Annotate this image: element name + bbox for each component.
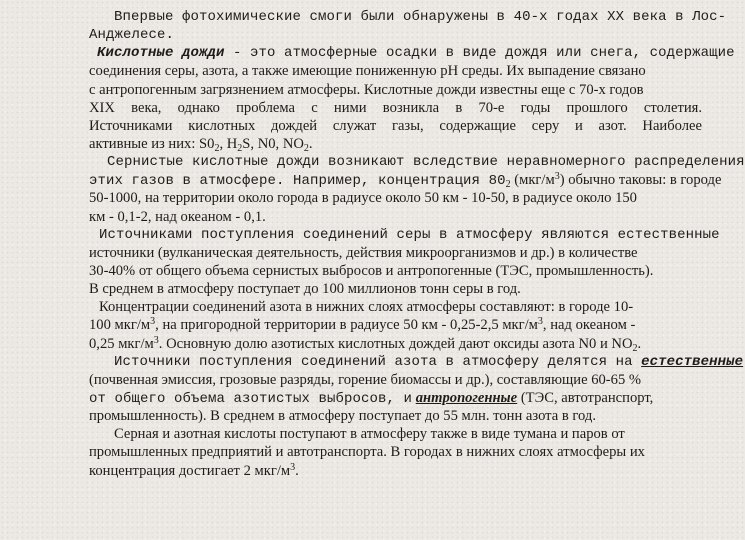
text-line — [89, 298, 702, 316]
text-span: . — [308, 135, 313, 152]
text-span: Источниками поступления соединений серы в атмосферу являются естественные — [99, 226, 720, 243]
text-span: промышленных предприятий и автотранспорта. В городах в нижних слоях атмосферы их — [89, 444, 645, 461]
superscript: 3 — [537, 316, 543, 328]
text-span: этих газов в атмосфере. Например, концентрация 80 — [89, 173, 506, 190]
text-line — [89, 407, 702, 425]
text-line — [89, 462, 702, 480]
text-span: с антропогенным загрязнением атмосферы. Кислотные дожди известны еще с 70-х годов — [89, 81, 644, 98]
term-anthropogenic: антропогенные — [415, 389, 518, 406]
text-span: (мкг/м — [510, 172, 555, 189]
text-span: Анджелесе. — [89, 27, 175, 44]
text-line — [89, 425, 702, 443]
text-line — [89, 44, 735, 62]
text-span: Сернистые кислотные дожди возникают вследствие неравномерного распределения — [107, 154, 745, 171]
superscript: 3 — [153, 334, 159, 346]
subscript: 2 — [303, 142, 309, 154]
text-line — [89, 443, 702, 461]
superscript: 3 — [554, 171, 560, 183]
text-span: . Основную долю азотистых кислотных дождей дают оксиды азота N0 и NO — [158, 335, 633, 352]
text-span: концентрация достигает 2 мкг/м — [89, 462, 291, 479]
text-line — [89, 262, 702, 280]
text-span: XIX века, однако проблема с ними возникла в 70-е годы прошлого столетия. — [89, 99, 702, 116]
text-span: В среднем в атмосферу поступает до 100 миллионов тонн серы в год. — [89, 281, 521, 298]
text-span: , H — [219, 135, 238, 152]
subscript: 2 — [214, 142, 220, 154]
text-line — [89, 171, 722, 191]
text-span: промышленность). В среднем в атмосферу поступает до 55 млн. тонн азота в год. — [89, 408, 596, 425]
text-line — [89, 244, 702, 262]
text-span: Серная и азотная кислоты поступают в атмосферу также в виде тумана и паров от — [114, 426, 625, 443]
text-line — [89, 62, 702, 80]
text-span: S, N0, NO — [242, 135, 304, 152]
text-span: - это атмосферные осадки в виде дождя или снега, содержащие — [224, 45, 735, 62]
subscript: 2 — [632, 342, 638, 354]
text-line — [89, 8, 727, 26]
term-acid-rain: Кислотные дожди — [97, 45, 225, 62]
text-span: Источниками кислотных дождей служат газы, содержащие серу и азот. Наиболее — [89, 117, 702, 134]
text-span: активные из них: S0 — [89, 135, 215, 152]
text-span: (почвенная эмиссия, грозовые разряды, горение биомассы и др.), составляющие 60-65 % — [89, 371, 642, 388]
superscript: 3 — [290, 461, 296, 473]
text-line — [89, 153, 745, 171]
text-span: (ТЭС, автотранспорт, — [520, 389, 654, 406]
text-span: Источники поступления соединений азота в атмосферу делятся на — [114, 353, 633, 370]
subscript: 2 — [237, 142, 243, 154]
text-line — [89, 135, 702, 153]
text-span: от общего объема азотистых выбросов, и — [89, 390, 413, 407]
text-span: 100 мкг/м — [89, 317, 151, 334]
text-span: соединения серы, азота, а также имеющие пониженную рН среды. Их выпадение связано — [89, 63, 646, 80]
text-span: , над океаном - — [542, 317, 636, 334]
text-line — [89, 389, 702, 407]
text-span: Впервые фотохимические смоги были обнаружены в 40-х годах XX века в Лос- — [114, 9, 727, 25]
text-span: Концентрации соединений азота в нижних слоях атмосферы составляют: в городе 10- — [99, 299, 634, 316]
text-span: ) обычно таковы: в городе — [559, 172, 722, 189]
text-span: . — [295, 462, 299, 479]
text-line — [89, 208, 702, 226]
text-span: км - 0,1-2, над океаном - 0,1. — [89, 208, 266, 225]
text-line — [89, 81, 702, 99]
text-span: 50-1000, на территории около города в радиусе около 50 км - 10-50, в радиусе около 150 — [89, 190, 637, 207]
text-line — [89, 117, 702, 135]
term-natural: естественные — [641, 353, 744, 370]
text-line — [89, 26, 702, 44]
text-span: 0,25 мкг/м — [89, 335, 154, 352]
text-line — [89, 280, 702, 298]
text-line — [89, 99, 702, 117]
text-line — [89, 353, 744, 371]
superscript: 3 — [150, 316, 156, 328]
text-span: 30-40% от общего объема сернистых выбросов и антропогенные (ТЭС, промышленность). — [89, 262, 654, 279]
text-line — [89, 189, 702, 207]
text-span: . — [637, 335, 642, 352]
subscript: 2 — [505, 179, 511, 191]
text-line — [89, 371, 702, 389]
text-line — [89, 335, 702, 353]
document-body — [89, 8, 745, 480]
text-span: источники (вулканическая деятельность, действия микроорганизмов и др.) в количестве — [89, 244, 638, 261]
text-span: , на пригородной территории в радиусе 50 км - 0,25-2,5 мкг/м — [155, 317, 538, 334]
text-line — [89, 226, 720, 244]
text-line — [89, 316, 702, 334]
